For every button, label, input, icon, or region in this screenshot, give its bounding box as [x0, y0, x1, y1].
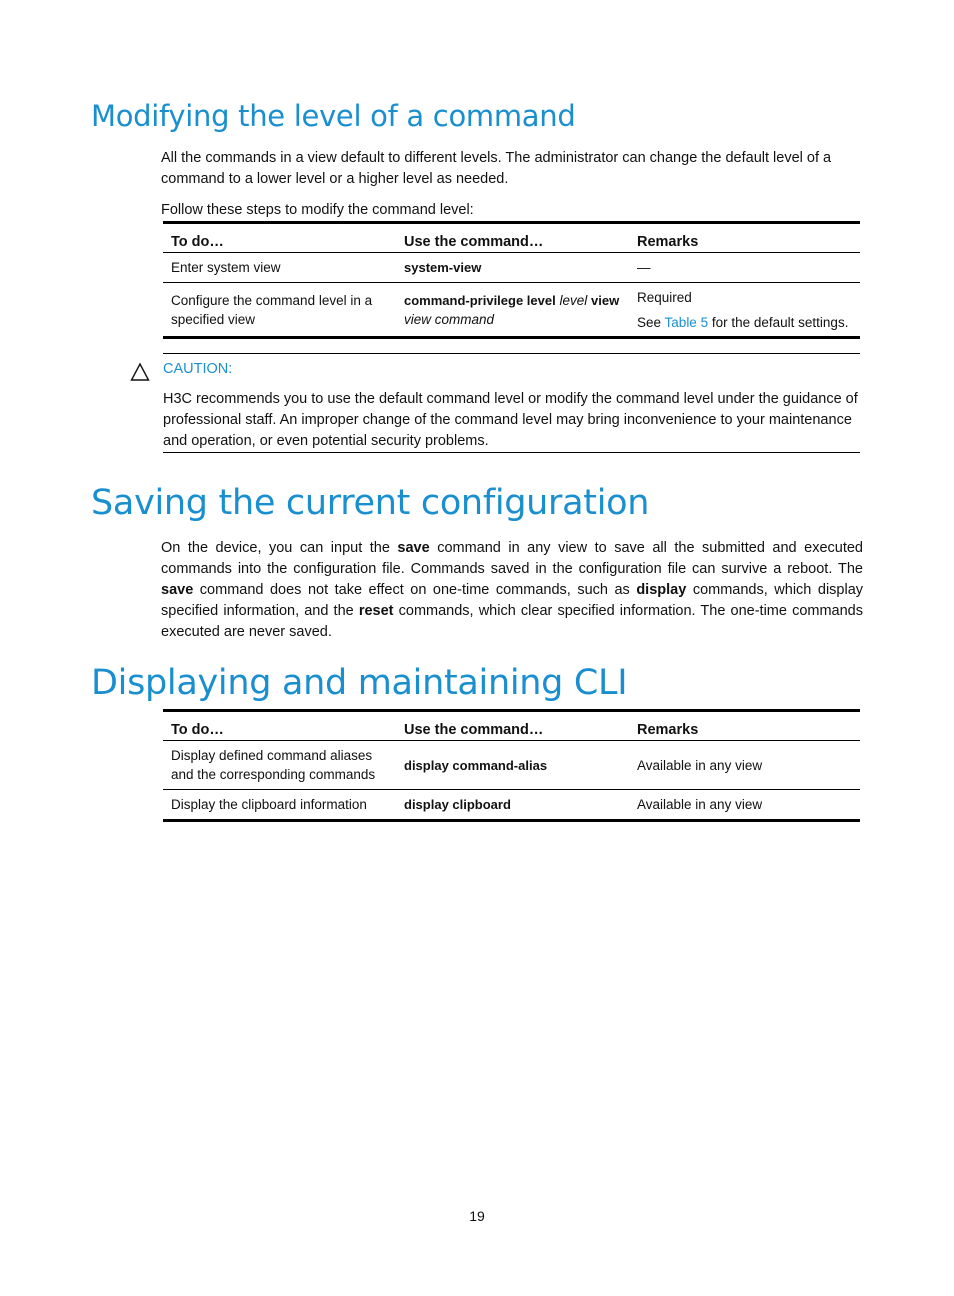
steps-lead: Follow these steps to modify the command level: [161, 202, 474, 218]
header-remarks: Remarks [637, 722, 699, 738]
header-command: Use the command… [404, 722, 544, 738]
text-run: commands, which display specified information, and the [161, 582, 864, 619]
heading-modifying-level: Modifying the level of a command [91, 99, 576, 133]
display-cli-table [163, 709, 860, 822]
heading-displaying-cli: Displaying and maintaining CLI [91, 663, 628, 703]
caution-label: CAUTION: [163, 361, 233, 377]
command-argument: level [559, 292, 588, 308]
cell-command [396, 741, 629, 790]
text-run: commands, which clear specified information. The one-time commands executed are never saved. [161, 603, 863, 640]
command-text: display command-alias [404, 757, 548, 773]
table-header-row [163, 711, 860, 741]
caution-bottom-rule [163, 452, 860, 453]
cell-command [396, 283, 629, 338]
keyword-save: save [397, 540, 430, 556]
text-run: command in any view to save all the submitted and executed commands into the configuration file. Commands saved in the configuration file can survive a reboot. The [161, 540, 863, 577]
command-text: display clipboard [404, 797, 511, 812]
keyword-display: display [636, 582, 687, 598]
modify-level-table [163, 221, 860, 339]
caution-top-rule [163, 353, 860, 354]
caution-text: H3C recommends you to use the default command level or modify the command level under the guidance of professional staff. An improper change of the command level may bring inconvenience to your maintenance and operation, or even potential security problems. [163, 391, 858, 449]
header-todo: To do… [171, 234, 224, 250]
header-command: Use the command… [404, 234, 544, 250]
table-row [163, 283, 860, 338]
cell-todo: Enter system view [171, 260, 281, 275]
intro-paragraph: All the commands in a view default to different levels. The administrator can change the default level of a command to a lower level or a higher level as needed. [161, 150, 832, 187]
text-run: On the device, you can input the [161, 540, 390, 556]
cell-todo: Display defined command aliases and the corresponding commands [171, 748, 376, 782]
keyword-save: save [161, 582, 194, 598]
command-argument: view command [404, 311, 495, 327]
heading-saving-config: Saving the current configuration [91, 483, 650, 523]
table-row [163, 790, 860, 821]
command-keyword: command-privilege level [404, 292, 556, 308]
table-row [163, 741, 860, 790]
remarks-see [637, 313, 852, 332]
remarks-required: Required [637, 289, 692, 305]
text-run: command does not take effect on one-time commands, such as [199, 582, 630, 598]
remarks-see-rest: for the default settings. [711, 314, 849, 330]
command-keyword: view [591, 292, 620, 308]
remarks-see-label: See [637, 314, 662, 330]
table-row [163, 253, 860, 283]
cell-remarks: — [637, 260, 651, 275]
command-text: system-view [404, 260, 482, 275]
page-number: 19 [469, 1208, 485, 1224]
cell-todo: Configure the command level in a specified view [171, 292, 373, 327]
warning-triangle-icon [130, 362, 150, 382]
cell-todo: Display the clipboard information [171, 797, 367, 812]
cell-remarks: Available in any view [637, 757, 763, 773]
table-header-row [163, 223, 860, 253]
header-remarks: Remarks [637, 234, 699, 250]
keyword-reset: reset [358, 603, 394, 619]
cell-remarks [629, 283, 860, 338]
table5-link[interactable]: Table 5 [664, 314, 709, 330]
saving-paragraph [161, 538, 863, 643]
header-todo: To do… [171, 722, 224, 738]
cell-command [396, 790, 629, 821]
cell-remarks: Available in any view [637, 797, 763, 812]
cell-command [396, 253, 629, 283]
